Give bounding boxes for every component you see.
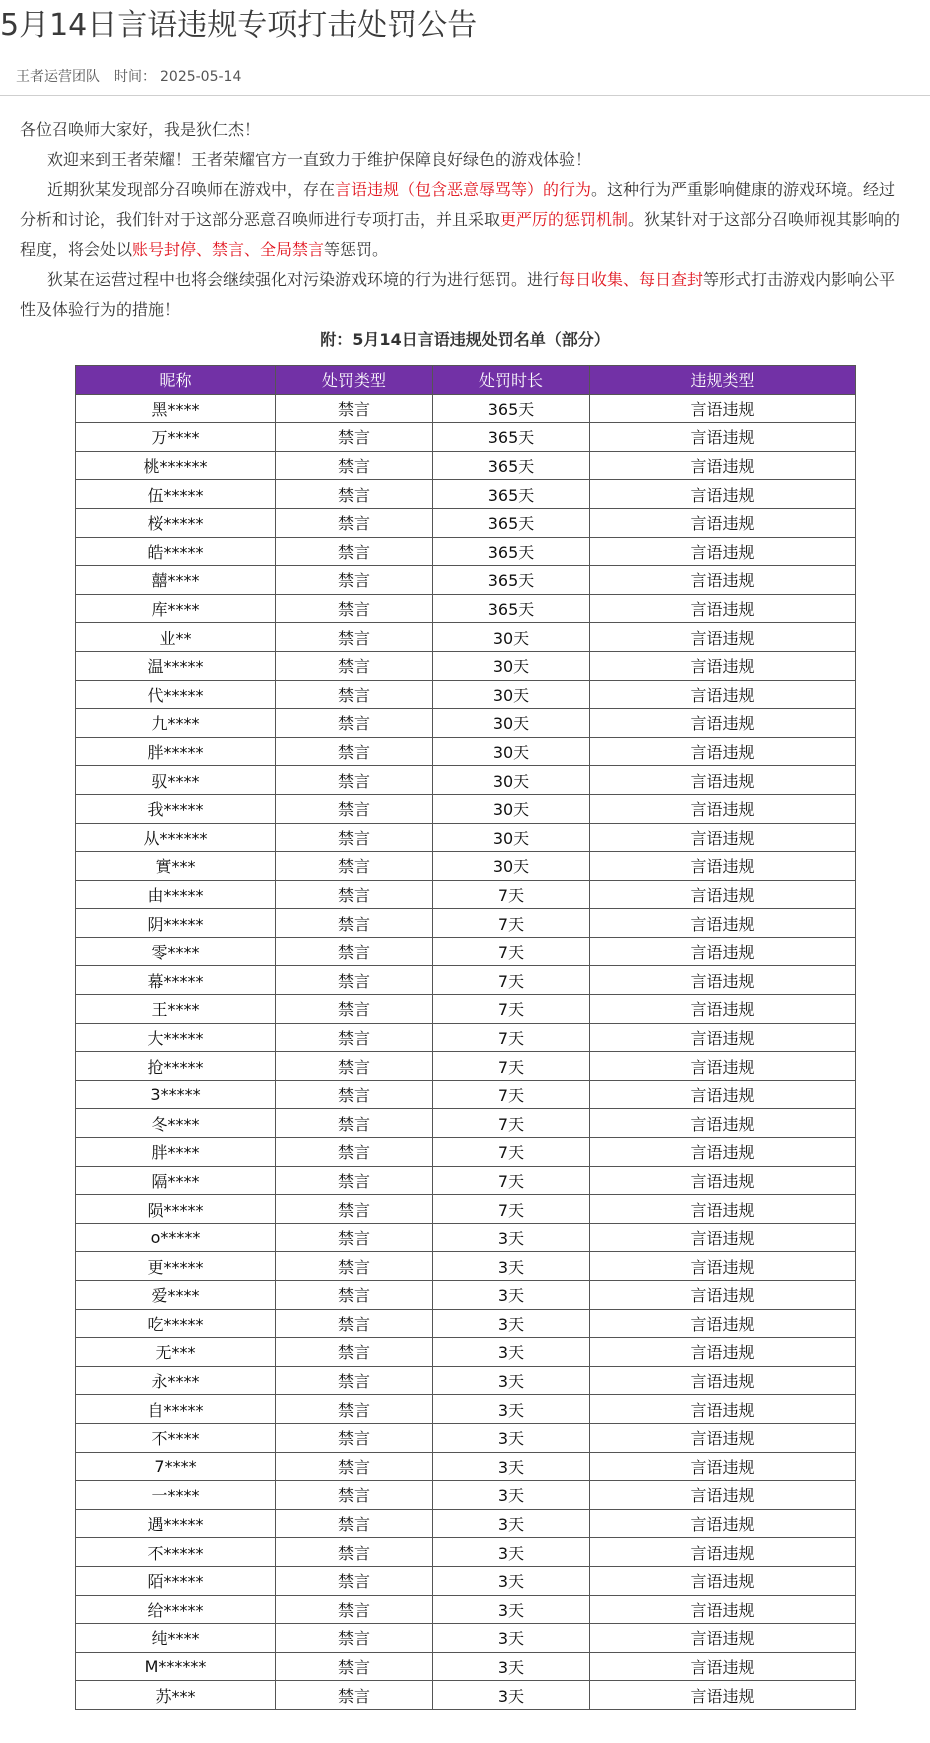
penalty-type-cell: 禁言 xyxy=(276,1281,433,1310)
penalty-type-cell: 禁言 xyxy=(276,1652,433,1681)
nickname-cell: 吃***** xyxy=(76,1309,276,1338)
table-row xyxy=(76,937,856,966)
penalty-type-cell: 禁言 xyxy=(276,1395,433,1424)
penalty-duration-cell: 365天 xyxy=(433,537,590,566)
penalty-type-cell: 禁言 xyxy=(276,1538,433,1567)
penalty-type-cell: 禁言 xyxy=(276,1052,433,1081)
table-row xyxy=(76,1538,856,1567)
table-row xyxy=(76,1252,856,1281)
penalty-type-cell: 禁言 xyxy=(276,1109,433,1138)
violation-type-cell: 言语违规 xyxy=(590,737,856,766)
penalty-type-cell: 禁言 xyxy=(276,852,433,881)
table-row xyxy=(76,737,856,766)
nickname-cell: 皓***** xyxy=(76,537,276,566)
penalty-type-cell: 禁言 xyxy=(276,709,433,738)
table-row xyxy=(76,623,856,652)
nickname-cell: 3***** xyxy=(76,1080,276,1109)
violation-type-cell: 言语违规 xyxy=(590,1366,856,1395)
penalty-type-cell: 禁言 xyxy=(276,566,433,595)
table-row xyxy=(76,1109,856,1138)
paragraph-text: 狄某在运营过程中也将会继续强化对污染游戏环境的行为进行惩罚。进行 xyxy=(47,270,560,289)
violation-type-cell: 言语违规 xyxy=(590,1452,856,1481)
penalty-duration-cell: 30天 xyxy=(433,651,590,680)
nickname-cell: 万**** xyxy=(76,423,276,452)
penalty-type-cell: 禁言 xyxy=(276,651,433,680)
violation-type-cell: 言语违规 xyxy=(590,1338,856,1367)
violation-type-cell: 言语违规 xyxy=(590,1595,856,1624)
violation-type-cell: 言语违规 xyxy=(590,651,856,680)
violation-type-cell: 言语违规 xyxy=(590,1023,856,1052)
header-divider xyxy=(0,95,930,96)
penalty-duration-cell: 3天 xyxy=(433,1681,590,1710)
table-row xyxy=(76,709,856,738)
nickname-cell: 陨***** xyxy=(76,1195,276,1224)
penalty-duration-cell: 7天 xyxy=(433,995,590,1024)
penalty-duration-cell: 3天 xyxy=(433,1624,590,1653)
penalty-duration-cell: 7天 xyxy=(433,1166,590,1195)
highlighted-text: 账号封停、禁言、全局禁言 xyxy=(132,240,325,259)
nickname-cell: 黑**** xyxy=(76,394,276,423)
penalty-type-cell: 禁言 xyxy=(276,880,433,909)
violation-type-cell: 言语违规 xyxy=(590,1309,856,1338)
penalty-type-cell: 禁言 xyxy=(276,794,433,823)
enforcement-paragraph xyxy=(20,265,905,325)
penalty-type-cell: 禁言 xyxy=(276,995,433,1024)
nickname-cell: 零**** xyxy=(76,937,276,966)
table-row xyxy=(76,1595,856,1624)
penalty-duration-cell: 30天 xyxy=(433,823,590,852)
penalty-type-cell: 禁言 xyxy=(276,1080,433,1109)
violation-type-cell: 言语违规 xyxy=(590,1252,856,1281)
table-row xyxy=(76,508,856,537)
greeting-paragraph: 各位召唤师大家好，我是狄仁杰！ xyxy=(20,120,261,139)
penalty-duration-cell: 365天 xyxy=(433,566,590,595)
violation-type-cell: 言语违规 xyxy=(590,852,856,881)
table-row xyxy=(76,1395,856,1424)
table-row xyxy=(76,1080,856,1109)
nickname-cell: M****** xyxy=(76,1652,276,1681)
penalty-duration-cell: 3天 xyxy=(433,1538,590,1567)
penalty-duration-cell: 3天 xyxy=(433,1509,590,1538)
penalty-type-cell: 禁言 xyxy=(276,1423,433,1452)
article-body xyxy=(20,115,905,325)
nickname-cell: 桃****** xyxy=(76,451,276,480)
violation-type-cell: 言语违规 xyxy=(590,451,856,480)
penalty-duration-cell: 30天 xyxy=(433,709,590,738)
penalty-duration-cell: 7天 xyxy=(433,1052,590,1081)
table-row xyxy=(76,1652,856,1681)
nickname-cell: 不**** xyxy=(76,1423,276,1452)
nickname-cell: 从****** xyxy=(76,823,276,852)
nickname-cell: 抢***** xyxy=(76,1052,276,1081)
violation-type-cell: 言语违规 xyxy=(590,709,856,738)
welcome-paragraph: 欢迎来到王者荣耀！王者荣耀官方一直致力于维护保障良好绿色的游戏体验！ xyxy=(47,150,592,169)
penalty-duration-cell: 365天 xyxy=(433,423,590,452)
nickname-cell: 温***** xyxy=(76,651,276,680)
nickname-cell: 桜***** xyxy=(76,508,276,537)
violation-type-cell: 言语违规 xyxy=(590,766,856,795)
violation-type-cell: 言语违规 xyxy=(590,1538,856,1567)
penalty-duration-cell: 3天 xyxy=(433,1566,590,1595)
nickname-cell: 纯**** xyxy=(76,1624,276,1653)
nickname-cell: 一**** xyxy=(76,1481,276,1510)
author-label: 王者运营团队 xyxy=(16,69,100,85)
table-row xyxy=(76,1566,856,1595)
table-row xyxy=(76,1166,856,1195)
violation-type-cell: 言语违规 xyxy=(590,1566,856,1595)
table-row xyxy=(76,909,856,938)
penalty-type-cell: 禁言 xyxy=(276,1223,433,1252)
nickname-cell: o***** xyxy=(76,1223,276,1252)
penalty-duration-cell: 30天 xyxy=(433,766,590,795)
penalty-type-cell: 禁言 xyxy=(276,1624,433,1653)
nickname-cell: 驭**** xyxy=(76,766,276,795)
table-row xyxy=(76,823,856,852)
penalty-type-cell: 禁言 xyxy=(276,1338,433,1367)
penalty-duration-cell: 3天 xyxy=(433,1338,590,1367)
table-row xyxy=(76,794,856,823)
table-row xyxy=(76,651,856,680)
nickname-cell: 冬**** xyxy=(76,1109,276,1138)
table-row xyxy=(76,852,856,881)
paragraph-text: 等惩罚。 xyxy=(324,240,389,259)
nickname-cell: 遇***** xyxy=(76,1509,276,1538)
header-penalty-type: 处罚类型 xyxy=(276,366,433,395)
penalty-type-cell: 禁言 xyxy=(276,1138,433,1167)
paragraph-text: 。狄某针对于这部分召唤师视其影响的程度，将会处以 xyxy=(20,210,901,259)
nickname-cell: 永**** xyxy=(76,1366,276,1395)
list-title: 附：5月14日言语违规处罚名单（部分） xyxy=(320,330,610,349)
highlighted-text: 言语违规（包含恶意辱骂等）的行为 xyxy=(335,180,592,199)
penalty-duration-cell: 3天 xyxy=(433,1423,590,1452)
violation-type-cell: 言语违规 xyxy=(590,623,856,652)
table-row xyxy=(76,680,856,709)
header-penalty-duration: 处罚时长 xyxy=(433,366,590,395)
table-row xyxy=(76,1423,856,1452)
penalty-type-cell: 禁言 xyxy=(276,451,433,480)
nickname-cell: 爱**** xyxy=(76,1281,276,1310)
violation-type-cell: 言语违规 xyxy=(590,566,856,595)
penalty-type-cell: 禁言 xyxy=(276,823,433,852)
page-title: 5月14日言语违规专项打击处罚公告 xyxy=(0,8,478,43)
penalty-type-cell: 禁言 xyxy=(276,909,433,938)
violation-type-cell: 言语违规 xyxy=(590,537,856,566)
penalty-type-cell: 禁言 xyxy=(276,1509,433,1538)
penalty-duration-cell: 3天 xyxy=(433,1223,590,1252)
nickname-cell: 九**** xyxy=(76,709,276,738)
penalty-type-cell: 禁言 xyxy=(276,1681,433,1710)
violation-type-cell: 言语违规 xyxy=(590,995,856,1024)
time-label: 时间： xyxy=(114,69,156,85)
penalty-type-cell: 禁言 xyxy=(276,737,433,766)
penalty-type-cell: 禁言 xyxy=(276,966,433,995)
violation-type-cell: 言语违规 xyxy=(590,394,856,423)
violation-type-cell: 言语违规 xyxy=(590,423,856,452)
table-row xyxy=(76,1195,856,1224)
nickname-cell: 更***** xyxy=(76,1252,276,1281)
article-meta xyxy=(16,66,255,86)
table-row xyxy=(76,995,856,1024)
nickname-cell: 王**** xyxy=(76,995,276,1024)
table-row xyxy=(76,966,856,995)
penalty-type-cell: 禁言 xyxy=(276,394,433,423)
penalty-duration-cell: 7天 xyxy=(433,1138,590,1167)
nickname-cell: 不***** xyxy=(76,1538,276,1567)
table-row xyxy=(76,423,856,452)
table-row xyxy=(76,394,856,423)
violation-type-cell: 言语违规 xyxy=(590,1138,856,1167)
nickname-cell: 實*** xyxy=(76,852,276,881)
penalty-table xyxy=(75,365,856,1710)
paragraph-text: 等形式打击游戏内影响公平性及体验行为的措施！ xyxy=(20,270,896,319)
penalty-duration-cell: 3天 xyxy=(433,1595,590,1624)
violation-type-cell: 言语违规 xyxy=(590,1423,856,1452)
paragraph-text: 。这种行为严重影响健康的游戏环境。经过分析和讨论，我们针对于这部分恶意召唤师进行专项打击，并且采取 xyxy=(20,180,896,229)
nickname-cell: 大***** xyxy=(76,1023,276,1052)
penalty-type-cell: 禁言 xyxy=(276,1252,433,1281)
violation-type-cell: 言语违规 xyxy=(590,823,856,852)
violation-type-cell: 言语违规 xyxy=(590,1509,856,1538)
violation-type-cell: 言语违规 xyxy=(590,966,856,995)
nickname-cell: 胖***** xyxy=(76,737,276,766)
header-violation-type: 违规类型 xyxy=(590,366,856,395)
violation-type-cell: 言语违规 xyxy=(590,1652,856,1681)
nickname-cell: 7**** xyxy=(76,1452,276,1481)
nickname-cell: 幕***** xyxy=(76,966,276,995)
violation-type-cell: 言语违规 xyxy=(590,1166,856,1195)
table-row xyxy=(76,451,856,480)
table-row xyxy=(76,766,856,795)
penalty-duration-cell: 30天 xyxy=(433,623,590,652)
penalty-duration-cell: 30天 xyxy=(433,680,590,709)
violation-type-cell: 言语违规 xyxy=(590,508,856,537)
penalty-duration-cell: 3天 xyxy=(433,1281,590,1310)
table-header-row xyxy=(76,366,856,395)
nickname-cell: 业** xyxy=(76,623,276,652)
penalty-type-cell: 禁言 xyxy=(276,1195,433,1224)
penalty-type-cell: 禁言 xyxy=(276,1566,433,1595)
penalty-type-cell: 禁言 xyxy=(276,594,433,623)
table-row xyxy=(76,1509,856,1538)
violation-type-cell: 言语违规 xyxy=(590,1481,856,1510)
penalty-type-cell: 禁言 xyxy=(276,937,433,966)
nickname-cell: 苏*** xyxy=(76,1681,276,1710)
table-row xyxy=(76,1052,856,1081)
penalty-duration-cell: 3天 xyxy=(433,1252,590,1281)
penalty-duration-cell: 7天 xyxy=(433,880,590,909)
penalty-duration-cell: 365天 xyxy=(433,594,590,623)
table-row xyxy=(76,1366,856,1395)
violation-type-cell: 言语违规 xyxy=(590,1395,856,1424)
header-nickname: 昵称 xyxy=(76,366,276,395)
penalty-duration-cell: 30天 xyxy=(433,852,590,881)
penalty-duration-cell: 30天 xyxy=(433,737,590,766)
penalty-type-cell: 禁言 xyxy=(276,1452,433,1481)
penalty-type-cell: 禁言 xyxy=(276,680,433,709)
violation-type-cell: 言语违规 xyxy=(590,1624,856,1653)
violation-type-cell: 言语违规 xyxy=(590,1052,856,1081)
nickname-cell: 隔**** xyxy=(76,1166,276,1195)
penalty-type-cell: 禁言 xyxy=(276,623,433,652)
nickname-cell: 胖**** xyxy=(76,1138,276,1167)
nickname-cell: 给***** xyxy=(76,1595,276,1624)
nickname-cell: 无*** xyxy=(76,1338,276,1367)
nickname-cell: 阴***** xyxy=(76,909,276,938)
violation-type-cell: 言语违规 xyxy=(590,480,856,509)
table-row xyxy=(76,1481,856,1510)
penalty-duration-cell: 3天 xyxy=(433,1309,590,1338)
penalty-type-cell: 禁言 xyxy=(276,1595,433,1624)
penalty-type-cell: 禁言 xyxy=(276,1166,433,1195)
nickname-cell: 陌***** xyxy=(76,1566,276,1595)
penalty-type-cell: 禁言 xyxy=(276,423,433,452)
penalty-type-cell: 禁言 xyxy=(276,1309,433,1338)
violation-type-cell: 言语违规 xyxy=(590,880,856,909)
penalty-duration-cell: 365天 xyxy=(433,508,590,537)
table-row xyxy=(76,880,856,909)
table-row xyxy=(76,566,856,595)
nickname-cell: 我***** xyxy=(76,794,276,823)
penalty-duration-cell: 7天 xyxy=(433,1023,590,1052)
penalty-type-cell: 禁言 xyxy=(276,508,433,537)
violation-type-cell: 言语违规 xyxy=(590,937,856,966)
violation-type-cell: 言语违规 xyxy=(590,794,856,823)
penalty-type-cell: 禁言 xyxy=(276,480,433,509)
table-row xyxy=(76,1281,856,1310)
penalty-duration-cell: 3天 xyxy=(433,1395,590,1424)
penalty-duration-cell: 365天 xyxy=(433,394,590,423)
table-row xyxy=(76,1023,856,1052)
penalty-duration-cell: 3天 xyxy=(433,1452,590,1481)
nickname-cell: 囍**** xyxy=(76,566,276,595)
penalty-type-cell: 禁言 xyxy=(276,1481,433,1510)
nickname-cell: 库**** xyxy=(76,594,276,623)
table-row xyxy=(76,1624,856,1653)
violation-paragraph xyxy=(20,175,905,265)
publish-date: 2025-05-14 xyxy=(160,69,242,85)
penalty-duration-cell: 365天 xyxy=(433,480,590,509)
penalty-type-cell: 禁言 xyxy=(276,1366,433,1395)
penalty-duration-cell: 3天 xyxy=(433,1481,590,1510)
paragraph-text: 近期狄某发现部分召唤师在游戏中，存在 xyxy=(47,180,336,199)
table-row xyxy=(76,1138,856,1167)
penalty-duration-cell: 7天 xyxy=(433,1080,590,1109)
penalty-duration-cell: 7天 xyxy=(433,966,590,995)
violation-type-cell: 言语违规 xyxy=(590,594,856,623)
nickname-cell: 自***** xyxy=(76,1395,276,1424)
table-row xyxy=(76,1223,856,1252)
highlighted-text: 每日收集、每日查封 xyxy=(559,270,704,289)
penalty-duration-cell: 7天 xyxy=(433,937,590,966)
penalty-duration-cell: 3天 xyxy=(433,1652,590,1681)
table-row xyxy=(76,1338,856,1367)
penalty-duration-cell: 30天 xyxy=(433,794,590,823)
penalty-duration-cell: 7天 xyxy=(433,1109,590,1138)
penalty-duration-cell: 3天 xyxy=(433,1366,590,1395)
violation-type-cell: 言语违规 xyxy=(590,1281,856,1310)
table-row xyxy=(76,480,856,509)
table-row xyxy=(76,1309,856,1338)
violation-type-cell: 言语违规 xyxy=(590,909,856,938)
penalty-duration-cell: 365天 xyxy=(433,451,590,480)
nickname-cell: 伍***** xyxy=(76,480,276,509)
violation-type-cell: 言语违规 xyxy=(590,1195,856,1224)
table-row xyxy=(76,594,856,623)
violation-type-cell: 言语违规 xyxy=(590,1109,856,1138)
table-row xyxy=(76,1681,856,1710)
penalty-type-cell: 禁言 xyxy=(276,766,433,795)
penalty-type-cell: 禁言 xyxy=(276,1023,433,1052)
table-row xyxy=(76,537,856,566)
penalty-duration-cell: 7天 xyxy=(433,1195,590,1224)
nickname-cell: 由***** xyxy=(76,880,276,909)
violation-type-cell: 言语违规 xyxy=(590,1080,856,1109)
nickname-cell: 代***** xyxy=(76,680,276,709)
table-row xyxy=(76,1452,856,1481)
violation-type-cell: 言语违规 xyxy=(590,680,856,709)
penalty-type-cell: 禁言 xyxy=(276,537,433,566)
violation-type-cell: 言语违规 xyxy=(590,1223,856,1252)
violation-type-cell: 言语违规 xyxy=(590,1681,856,1710)
penalty-duration-cell: 7天 xyxy=(433,909,590,938)
highlighted-text: 更严厉的惩罚机制 xyxy=(500,210,629,229)
